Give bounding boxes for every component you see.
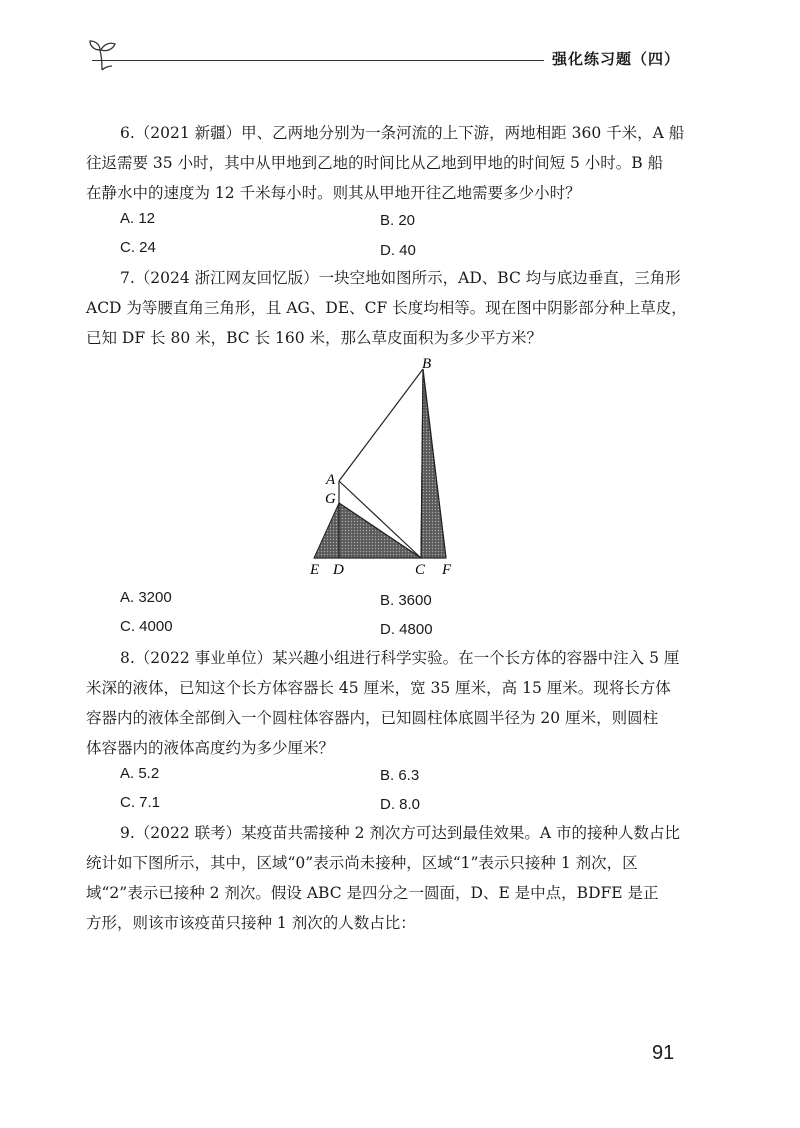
q7-option-c: C. 4000 <box>120 618 173 635</box>
q7-option-a: A. 3200 <box>120 589 172 606</box>
question-8-line-1: 8.（2022 事业单位）某兴趣小组进行科学实验。在一个长方体的容器中注入 5 厘 <box>120 649 680 667</box>
q6-option-b: B. 20 <box>380 212 416 229</box>
geometry-figure <box>296 355 476 580</box>
q8-option-d: D. 8.0 <box>380 796 421 813</box>
question-8-line-3: 容器内的液体全部倒入一个圆柱体容器内，已知圆柱体底圆半径为 20 厘米，则圆柱 <box>86 709 659 727</box>
sprout-icon <box>88 36 118 72</box>
label-a: A <box>326 472 336 488</box>
question-8-line-2: 米深的液体，已知这个长方体容器长 45 厘米，宽 35 厘米，高 15 厘米。现将长方体 <box>86 679 671 697</box>
question-7-line-3: 已知 DF 长 80 米，BC 长 160 米，那么草皮面积为多少平方米？ <box>86 329 543 347</box>
q6-option-c: C. 24 <box>120 239 156 256</box>
question-7-line-1: 7.（2024 浙江网友回忆版）一块空地如图所示，AD、BC 均与底边垂直，三角形 <box>120 269 681 287</box>
label-d: D <box>333 562 344 578</box>
question-9-line-3: 域“2”表示已接种 2 剂次。假设 ABC 是四分之一圆面，D、E 是中点，BDFE 是正 <box>86 884 659 902</box>
q8-option-c: C. 7.1 <box>120 794 161 811</box>
question-6-line-3: 在静水中的速度为 12 千米每小时。则其从甲地开往乙地需要多少小时？ <box>86 184 581 202</box>
label-e: E <box>310 562 320 578</box>
q7-option-d: D. 4800 <box>380 621 433 638</box>
q6-option-a: A. 12 <box>120 210 156 227</box>
question-9-line-2: 统计如下图所示，其中，区域“0”表示尚未接种，区域“1”表示只接种 1 剂次，区 <box>86 854 638 872</box>
question-6-line-2: 往返需要 35 小时，其中从甲地到乙地的时间比从乙地到甲地的时间短 5 小时。B 船 <box>86 154 664 172</box>
question-6-line-1: 6.（2021 新疆）甲、乙两地分别为一条河流的上下游，两地相距 360 千米，A 船 <box>120 124 685 142</box>
q8-option-a: A. 5.2 <box>120 765 160 782</box>
question-8-line-4: 体容器内的液体高度约为多少厘米？ <box>86 739 335 757</box>
label-b: B <box>422 356 432 372</box>
label-g: G <box>325 491 336 507</box>
line-ab <box>339 369 423 481</box>
q7-option-b: B. 3600 <box>380 592 432 609</box>
question-9-line-1: 9.（2022 联考）某疫苗共需接种 2 剂次方可达到最佳效果。A 市的接种人数占比 <box>120 824 681 842</box>
question-7-line-2: ACD 为等腰直角三角形，且 AG、DE、CF 长度均相等。现在图中阴影部分种上草皮， <box>86 299 687 317</box>
label-f: F <box>442 562 452 578</box>
page-number: 91 <box>652 1042 675 1064</box>
q6-option-d: D. 40 <box>380 242 416 259</box>
q8-option-b: B. 6.3 <box>380 767 420 784</box>
section-title: 强化练习题（四） <box>552 50 681 68</box>
label-c: C <box>415 562 426 578</box>
question-9-line-4: 方形，则该市该疫苗只接种 1 剂次的人数占比： <box>86 914 416 932</box>
header-rule <box>92 60 544 61</box>
shaded-left-region <box>314 503 421 558</box>
